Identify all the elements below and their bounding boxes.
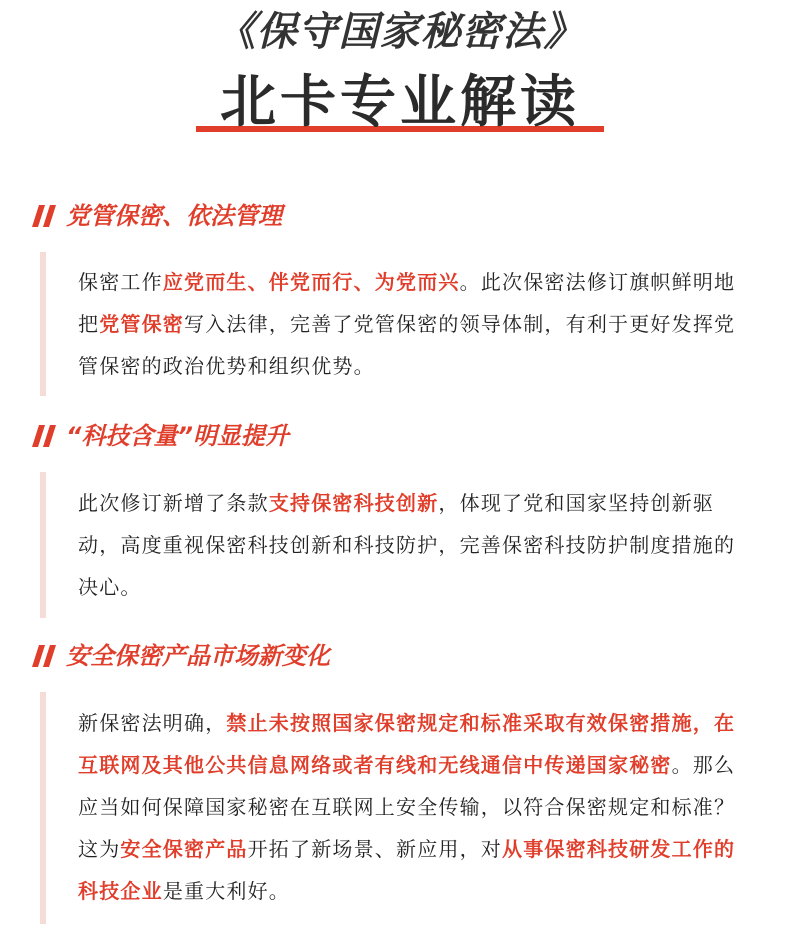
body-text: 开拓了新场景、新应用，对 xyxy=(247,837,503,861)
highlighted-text: 应党而生、伴党而行、为党而兴 xyxy=(162,270,460,294)
section-heading-text: “科技含量”明显提升 xyxy=(66,422,289,450)
highlighted-text: 禁止未按照国家保密规定和标准采取有效保密措施，在互联网及其他公共信息网络或者有线和无线通信中传递国家秘密 xyxy=(78,711,736,777)
subtitle-block xyxy=(0,70,800,140)
body-text: 写入法律，完善了党管保密的领导体制，有利于更好发挥党管保密的政治优势和组织优势。 xyxy=(78,312,736,378)
body-text: 新保密法明确， xyxy=(78,711,227,735)
section-heading-text: 党管保密、依法管理 xyxy=(66,202,282,230)
section-body-2 xyxy=(40,472,760,618)
double-slash-icon xyxy=(32,643,58,669)
body-text: 此次修订新增了条款 xyxy=(78,491,269,515)
section-paragraph xyxy=(78,472,754,608)
body-text: ，体现了党和国家坚持创新驱动，高度重视保密科技创新和科技防护，完善保密科技防护制度措施的决心。 xyxy=(78,491,736,599)
section-paragraph xyxy=(78,692,754,912)
section-body-1 xyxy=(40,252,760,396)
body-text: 是重大利好。 xyxy=(162,879,291,903)
double-slash-icon xyxy=(32,203,58,229)
body-text: 保密工作 xyxy=(78,270,163,294)
section-heading-2 xyxy=(32,416,289,456)
body-text: 。此次保密法修订旗帜鲜明地把 xyxy=(78,270,736,336)
double-slash-icon xyxy=(32,423,58,449)
page-subtitle: 北卡专业解读 xyxy=(220,70,580,135)
section-heading-1 xyxy=(32,196,282,236)
page-title: 《保守国家秘密法》 xyxy=(215,9,585,55)
section-paragraph xyxy=(78,252,754,387)
section-body-3 xyxy=(40,692,760,924)
highlighted-text: 党管保密 xyxy=(99,312,185,336)
highlighted-text: 安全保密产品 xyxy=(120,837,248,861)
body-text: 。那么应当如何保障国家秘密在互联网上安全传输，以符合保密规定和标准？这为 xyxy=(78,753,736,861)
section-heading-3 xyxy=(32,636,330,676)
highlighted-text: 从事保密科技研发工作的科技企业 xyxy=(78,837,736,903)
section-heading-text: 安全保密产品市场新变化 xyxy=(66,642,330,670)
highlighted-text: 支持保密科技创新 xyxy=(268,491,439,515)
